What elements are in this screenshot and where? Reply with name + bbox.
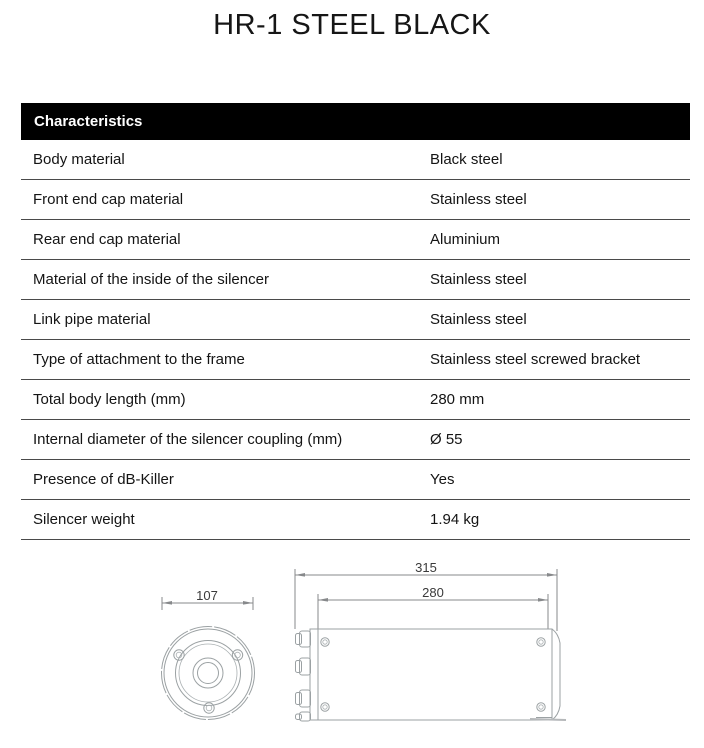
silencer-dimension-drawing [140, 552, 580, 742]
table-row [21, 140, 690, 180]
row-value: Black steel [430, 151, 503, 168]
row-label: Link pipe material [33, 311, 151, 328]
row-label: Internal diameter of the silencer coupling (mm) [33, 431, 343, 448]
table-row [21, 340, 690, 380]
row-label: Silencer weight [33, 511, 135, 528]
front-view-rivets [174, 650, 243, 713]
table-row [21, 420, 690, 460]
row-label: Rear end cap material [33, 231, 181, 248]
row-value: Stainless steel [430, 271, 527, 288]
overall-length-dim-label: 315 [415, 560, 437, 575]
body-length-dimension [318, 585, 548, 629]
ground-shadow [530, 718, 566, 721]
row-value: Aluminium [430, 231, 501, 248]
row-label: Front end cap material [33, 191, 184, 208]
body-length-dim-label: 280 [422, 585, 444, 600]
table-row [21, 220, 690, 260]
table-row [21, 500, 690, 540]
row-value: Stainless steel [430, 311, 527, 328]
row-value: Stainless steel screwed bracket [430, 351, 641, 368]
row-value: 1.94 kg [430, 511, 480, 528]
front-diameter-dim-label: 107 [196, 588, 218, 603]
front-view [162, 588, 255, 720]
row-label: Presence of dB-Killer [33, 471, 174, 488]
front-diameter-dimension [162, 588, 253, 610]
page-title: HR-1 STEEL BLACK [213, 9, 491, 41]
table-header: Characteristics [21, 103, 690, 140]
row-value: Yes [430, 471, 455, 488]
table-row [21, 460, 690, 500]
table-row [21, 260, 690, 300]
row-label: Body material [33, 151, 125, 168]
row-value: 280 mm [430, 391, 485, 408]
row-label: Material of the inside of the silencer [33, 271, 269, 288]
side-view [295, 560, 566, 721]
table-row [21, 180, 690, 220]
side-view-rivets [321, 638, 545, 711]
row-label: Type of attachment to the frame [33, 351, 245, 368]
technical-drawing [0, 540, 704, 740]
row-value: Ø 55 [430, 431, 463, 448]
row-value: Stainless steel [430, 191, 527, 208]
rear-end-cap-outline [552, 629, 560, 720]
row-label: Total body length (mm) [33, 391, 186, 408]
characteristics-rows [21, 140, 690, 540]
table-row [21, 380, 690, 420]
characteristics-table [21, 103, 690, 540]
table-row [21, 300, 690, 340]
side-view-clamp-bolts [296, 631, 311, 721]
